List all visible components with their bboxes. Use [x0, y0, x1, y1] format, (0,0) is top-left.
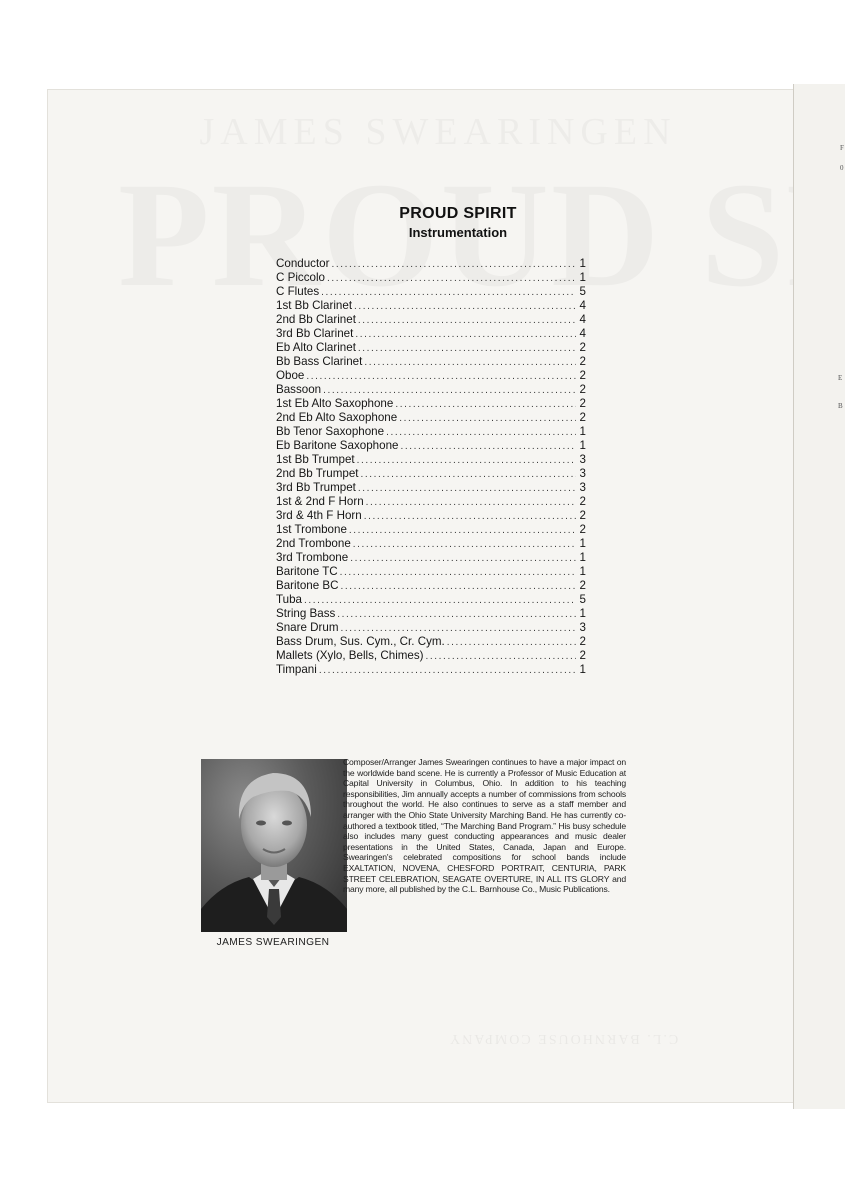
- dot-leader: [306, 370, 576, 384]
- part-count: 3: [579, 467, 586, 480]
- dot-leader: [447, 636, 576, 650]
- instrument-name: 3rd Bb Clarinet: [276, 327, 354, 340]
- instrument-row: [276, 383, 586, 397]
- instrument-row: [276, 523, 586, 537]
- instrument-name: Snare Drum: [276, 621, 339, 634]
- composer-biography: Composer/Arranger James Swearingen continues to have a major impact on the worldwide band scene. He is currently a Professor of Music Education at Capital University in Columbus, Ohio. In addition to his teaching responsibilities, Jim annually accepts a number of commissions from schools throughout the world. He also continues to serve as a staff member and arranger with the Ohio State University Marching Band. He has currently co-authored a textbook titled, “The Marching Band Program.” His busy schedule also includes many guest conducting appearances and music dealer presentations in the United States, Canada, Japan and Europe. Swearingen's celebrated compositions for school bands include EXALTATION, NOVENA, CHESFORD PORTRAIT, CENTURIA, PARK STREET CELEBRATION, SEAGATE OVERTURE, IN ALL ITS GLORY and many more, all published by the C.L. Barnhouse Co., Music Publications.: [343, 757, 626, 895]
- instrument-name: 3rd Bb Trumpet: [276, 481, 356, 494]
- instrument-row: [276, 621, 586, 635]
- composer-name-caption: JAMES SWEARINGEN: [216, 937, 330, 948]
- instrument-name: 3rd Trombone: [276, 551, 349, 564]
- dot-leader: [349, 524, 576, 538]
- instrument-row: [276, 439, 586, 453]
- instrument-name: Oboe: [276, 369, 305, 382]
- part-count: 2: [579, 523, 586, 536]
- instrument-row: [276, 551, 586, 565]
- dot-leader: [358, 342, 576, 356]
- dot-leader: [357, 454, 576, 468]
- instrument-row: [276, 397, 586, 411]
- instrument-row: [276, 481, 586, 495]
- dot-leader: [399, 412, 576, 426]
- instrument-name: Bb Tenor Saxophone: [276, 425, 385, 438]
- instrument-name: Mallets (Xylo, Bells, Chimes): [276, 649, 424, 662]
- instrument-name: 2nd Eb Alto Saxophone: [276, 411, 398, 424]
- part-count: 1: [579, 537, 586, 550]
- part-count: 2: [579, 341, 586, 354]
- dot-leader: [400, 440, 576, 454]
- instrument-name: Tuba: [276, 593, 302, 606]
- part-count: 2: [579, 383, 586, 396]
- instrument-row: [276, 467, 586, 481]
- part-count: 2: [579, 509, 586, 522]
- instrument-row: [276, 537, 586, 551]
- part-count: 4: [579, 327, 586, 340]
- instrument-name: Eb Baritone Saxophone: [276, 439, 399, 452]
- part-count: 2: [579, 355, 586, 368]
- dot-leader: [337, 608, 576, 622]
- dot-leader: [358, 482, 576, 496]
- dot-leader: [354, 300, 576, 314]
- publisher-watermark: C.L. BARNHOUSE COMPANY: [448, 1031, 679, 1046]
- instrument-name: Conductor: [276, 257, 330, 270]
- part-count: 4: [579, 313, 586, 326]
- instrument-row: [276, 411, 586, 425]
- part-count: 2: [579, 411, 586, 424]
- dot-leader: [321, 286, 576, 300]
- part-count: 5: [579, 593, 586, 606]
- instrument-name: 1st Bb Clarinet: [276, 299, 353, 312]
- dot-leader: [364, 510, 576, 524]
- part-count: 1: [579, 257, 586, 270]
- instrumentation-heading: Instrumentation: [408, 225, 508, 240]
- dot-leader: [353, 538, 576, 552]
- instrument-name: 2nd Bb Trumpet: [276, 467, 359, 480]
- instrument-row: [276, 299, 586, 313]
- part-count: 3: [579, 453, 586, 466]
- instrument-name: Baritone BC: [276, 579, 339, 592]
- part-count: 3: [579, 621, 586, 634]
- part-count: 3: [579, 481, 586, 494]
- dot-leader: [332, 258, 577, 272]
- instrument-row: [276, 593, 586, 607]
- part-count: 1: [579, 271, 586, 284]
- part-count: 2: [579, 579, 586, 592]
- instrument-name: 1st Eb Alto Saxophone: [276, 397, 394, 410]
- dot-leader: [341, 622, 577, 636]
- instrument-row: [276, 509, 586, 523]
- dot-leader: [395, 398, 576, 412]
- instrument-row: [276, 607, 586, 621]
- instrument-row: [276, 327, 586, 341]
- part-count: 2: [579, 635, 586, 648]
- instrument-row: [276, 341, 586, 355]
- instrument-name: 1st & 2nd F Horn: [276, 495, 364, 508]
- instrument-row: [276, 579, 586, 593]
- part-count: 1: [579, 607, 586, 620]
- instrument-name: 1st Trombone: [276, 523, 347, 536]
- instrument-row: [276, 635, 586, 649]
- part-count: 5: [579, 285, 586, 298]
- instrument-row: [276, 355, 586, 369]
- instrument-name: Timpani: [276, 663, 317, 676]
- part-count: 1: [579, 565, 586, 578]
- dot-leader: [340, 566, 576, 580]
- instrument-row: [276, 257, 586, 271]
- adjacent-page-edge: F 0 E B: [793, 84, 845, 1109]
- instrument-name: Baritone TC: [276, 565, 338, 578]
- dot-leader: [319, 664, 576, 678]
- part-count: 2: [579, 369, 586, 382]
- dot-leader: [426, 650, 576, 664]
- instrument-row: [276, 313, 586, 327]
- dot-leader: [364, 356, 576, 370]
- dot-leader: [355, 328, 576, 342]
- dot-leader: [358, 314, 576, 328]
- instrument-row: [276, 649, 586, 663]
- piece-title: PROUD SPIRIT: [399, 205, 517, 222]
- instrument-name: C Flutes: [276, 285, 320, 298]
- instrument-row: [276, 453, 586, 467]
- instrument-row: [276, 425, 586, 439]
- instrument-name: 3rd & 4th F Horn: [276, 509, 362, 522]
- instrument-row: [276, 565, 586, 579]
- instrument-name: C Piccolo: [276, 271, 325, 284]
- instrument-name: Bassoon: [276, 383, 322, 396]
- dot-leader: [350, 552, 576, 566]
- composer-photo: [201, 759, 347, 932]
- dot-leader: [341, 580, 576, 594]
- part-count: 2: [579, 495, 586, 508]
- dot-leader: [361, 468, 577, 482]
- part-count: 2: [579, 649, 586, 662]
- instrument-name: Bb Bass Clarinet: [276, 355, 363, 368]
- instrument-row: [276, 663, 586, 677]
- instrument-row: [276, 285, 586, 299]
- dot-leader: [327, 272, 576, 286]
- instrument-name: 1st Bb Trumpet: [276, 453, 355, 466]
- part-count: 2: [579, 397, 586, 410]
- dot-leader: [386, 426, 576, 440]
- part-count: 1: [579, 663, 586, 676]
- instrument-row: [276, 495, 586, 509]
- instrument-name: Eb Alto Clarinet: [276, 341, 356, 354]
- instrument-name: String Bass: [276, 607, 336, 620]
- instrument-name: Bass Drum, Sus. Cym., Cr. Cym.: [276, 635, 445, 648]
- dot-leader: [366, 496, 576, 510]
- instrument-row: [276, 271, 586, 285]
- part-count: 1: [579, 551, 586, 564]
- score-page: [48, 90, 798, 1102]
- instrument-name: 2nd Trombone: [276, 537, 351, 550]
- part-count: 4: [579, 299, 586, 312]
- part-count: 1: [579, 439, 586, 452]
- instrument-row: [276, 369, 586, 383]
- part-count: 1: [579, 425, 586, 438]
- instrumentation-list: [276, 257, 586, 677]
- dot-leader: [323, 384, 576, 398]
- dot-leader: [304, 594, 576, 608]
- instrument-name: 2nd Bb Clarinet: [276, 313, 356, 326]
